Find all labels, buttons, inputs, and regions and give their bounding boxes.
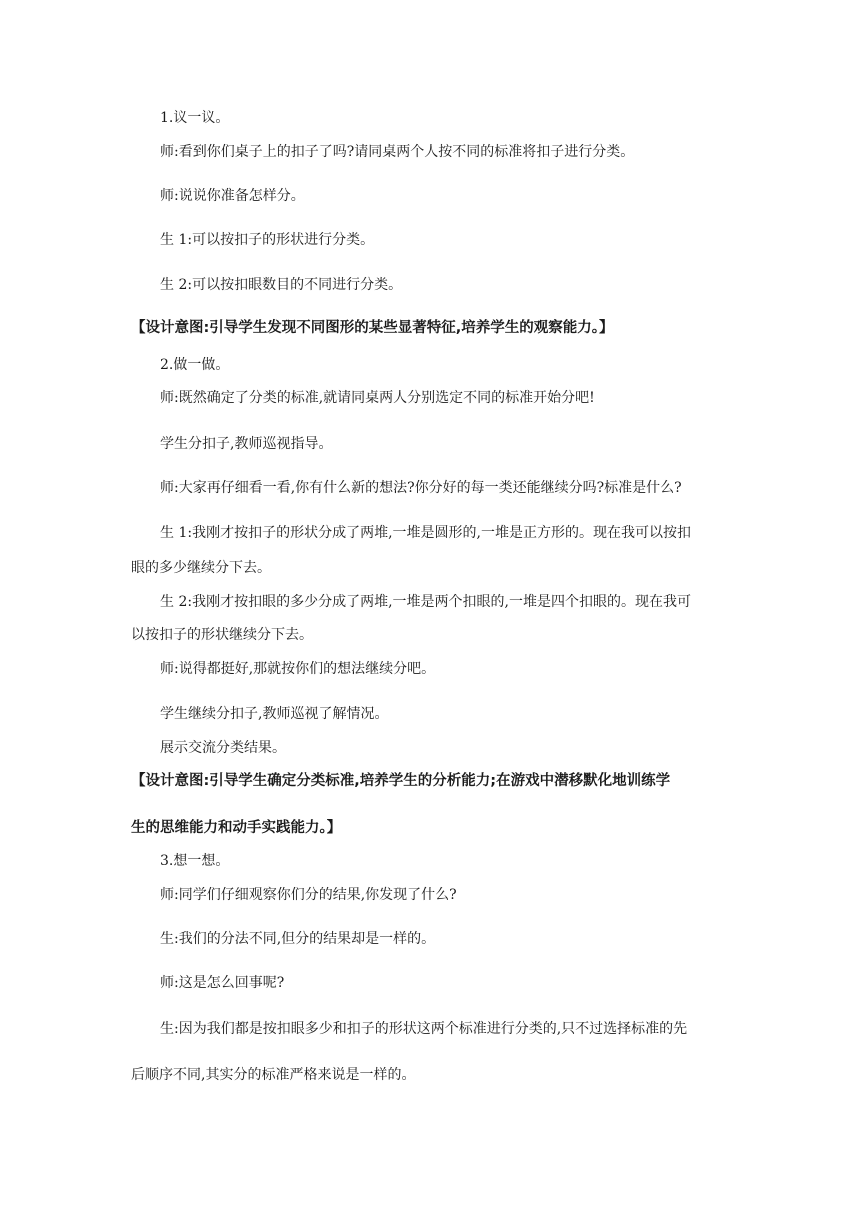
student-line-continued: 眼的多少继续分下去。 — [131, 560, 271, 576]
section-heading-think: 3.想一想。 — [160, 853, 230, 869]
student-line-continued: 以按扣子的形状继续分下去。 — [131, 627, 313, 643]
teacher-line: 师:说得都挺好,那就按你们的想法继续分吧。 — [160, 661, 436, 677]
teacher-line: 师:既然确定了分类的标准,就请同桌两人分别选定不同的标准开始分吧! — [160, 390, 595, 406]
student-line: 生 1:可以按扣子的形状进行分类。 — [160, 232, 375, 248]
teacher-line: 师:同学们仔细观察你们分的结果,你发现了什么? — [160, 887, 457, 903]
teacher-line: 师:大家再仔细看一看,你有什么新的想法?你分好的每一类还能继续分吗?标准是什么? — [160, 480, 682, 496]
teacher-line: 师:说说你准备怎样分。 — [160, 188, 305, 204]
student-line: 生:我们的分法不同,但分的结果却是一样的。 — [160, 931, 436, 947]
student-line: 生 2:可以按扣眼数目的不同进行分类。 — [160, 277, 403, 293]
student-line: 生 2:我刚才按扣眼的多少分成了两堆,一堆是两个扣眼的,一堆是四个扣眼的。现在我可 — [160, 594, 691, 610]
narration-line: 学生继续分扣子,教师巡视了解情况。 — [160, 706, 389, 722]
student-line: 生:因为我们都是按扣眼多少和扣子的形状这两个标准进行分类的,只不过选择标准的先 — [160, 1021, 688, 1037]
narration-line: 学生分扣子,教师巡视指导。 — [160, 436, 333, 452]
teacher-line: 师:看到你们桌子上的扣子了吗?请同桌两个人按不同的标准将扣子进行分类。 — [160, 144, 635, 160]
section-heading-do: 2.做一做。 — [160, 357, 230, 373]
section-heading-discuss: 1.议一议。 — [160, 110, 230, 126]
design-intent-note-continued: 生的思维能力和动手实践能力。】 — [131, 820, 342, 836]
teacher-line: 师:这是怎么回事呢? — [160, 975, 285, 991]
student-line-continued: 后顺序不同,其实分的标准严格来说是一样的。 — [131, 1067, 416, 1083]
design-intent-note: 【设计意图:引导学生发现不同图形的某些显著特征,培养学生的观察能力。】 — [131, 320, 614, 336]
student-line: 生 1:我刚才按扣子的形状分成了两堆,一堆是圆形的,一堆是正方形的。现在我可以按扣 — [160, 525, 691, 541]
narration-line: 展示交流分类结果。 — [160, 740, 286, 756]
design-intent-note: 【设计意图:引导学生确定分类标准,培养学生的分析能力;在游戏中潜移默化地训练学 — [131, 773, 671, 789]
